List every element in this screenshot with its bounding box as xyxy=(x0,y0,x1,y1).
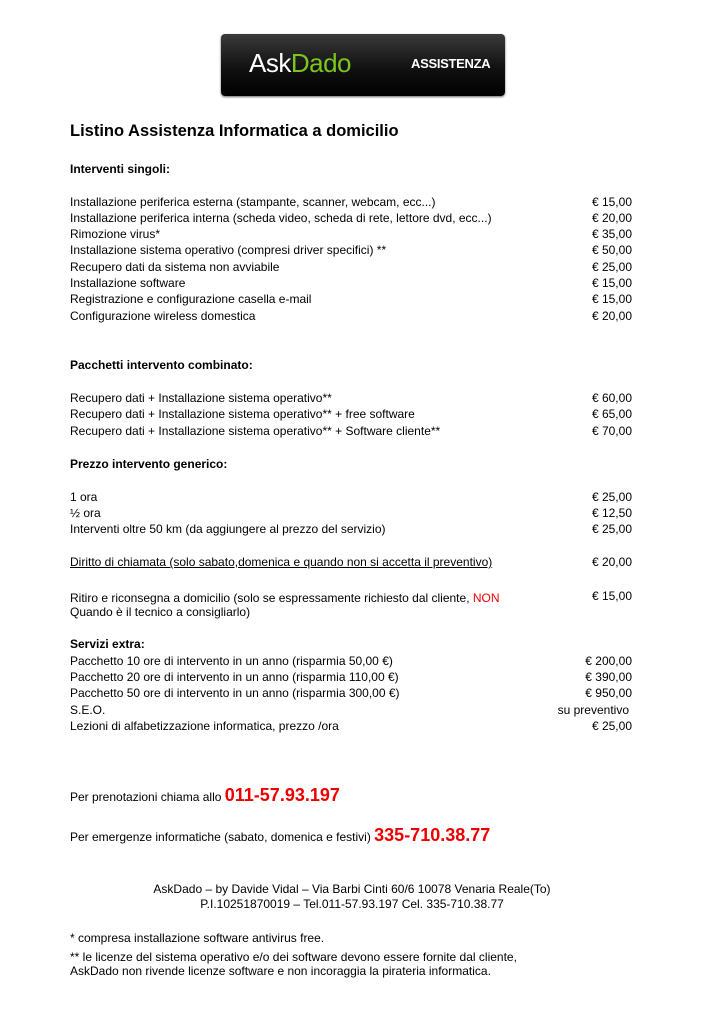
section-heading-pacchetti: Pacchetti intervento combinato: xyxy=(70,358,253,372)
price-row: Installazione software € 15,00 xyxy=(70,276,632,290)
emergency-line: Per emergenze informatiche (sabato, domenica e festivi) 335-710.38.77 xyxy=(70,825,491,845)
price-row: Pacchetto 20 ore di intervento in un anno (risparmia 110,00 €) € 390,00 xyxy=(70,670,632,684)
price-row-ritiro: Ritiro e riconsegna a domicilio (solo se espressamente richiesto dal cliente, NON Quando è il tecnico a consigliarlo) € 15,00 xyxy=(70,589,632,619)
price-row: Recupero dati + Installazione sistema operativo** € 60,00 xyxy=(70,391,632,405)
price-row: Pacchetto 10 ore di intervento in un anno (risparmia 50,00 €) € 200,00 xyxy=(70,654,632,668)
price-row: Recupero dati + Installazione sistema operativo** + free software € 65,00 xyxy=(70,407,632,421)
askdado-logo xyxy=(221,34,505,96)
price-row: Pacchetto 50 ore di intervento in un anno (risparmia 300,00 €) € 950,00 xyxy=(70,686,632,700)
price-row: ½ ora € 12,50 xyxy=(70,506,632,520)
section-heading-singoli: Interventi singoli: xyxy=(70,162,171,176)
price-row: 1 ora € 25,00 xyxy=(70,490,632,504)
section-heading-extra: Servizi extra: xyxy=(70,637,145,651)
price-row: S.E.O. su preventivo xyxy=(70,703,629,717)
price-row: Registrazione e configurazione casella e-mail € 15,00 xyxy=(70,292,632,306)
price-row: Configurazione wireless domestica € 20,00 xyxy=(70,309,632,323)
booking-line: Per prenotazioni chiama allo 011-57.93.197 xyxy=(70,785,340,805)
price-row: Installazione sistema operativo (compresi driver specifici) ** € 50,00 xyxy=(70,243,632,257)
footer-address: AskDado – by Davide Vidal – Via Barbi Cinti 60/6 10078 Venaria Reale(To) xyxy=(153,882,551,896)
price-row: Installazione periferica esterna (stampante, scanner, webcam, ecc...) € 15,00 xyxy=(70,195,632,209)
section-heading-generico: Prezzo intervento generico: xyxy=(70,457,228,471)
price-row: Recupero dati + Installazione sistema operativo** + Software cliente** € 70,00 xyxy=(70,424,632,438)
emergency-phone: 335-710.38.77 xyxy=(374,825,491,845)
note-licenze-1: ** le licenze del sistema operativo e/o dei software devono essere fornite dal cliente, xyxy=(70,950,517,964)
note-antivirus: * compresa installazione software antivirus free. xyxy=(70,931,325,945)
booking-phone: 011-57.93.197 xyxy=(224,785,340,805)
price-row: Recupero dati da sistema non avviabile € 25,00 xyxy=(70,260,632,274)
price-row: Interventi oltre 50 km (da aggiungere al prezzo del servizio) € 25,00 xyxy=(70,522,632,536)
footer-contacts: P.I.10251870019 – Tel.011-57.93.197 Cel. 335-710.38.77 xyxy=(200,897,504,911)
note-licenze-2: AskDado non rivende licenze software e non incoraggia la pirateria informatica. xyxy=(70,964,491,978)
non-highlight: NON xyxy=(472,591,500,605)
price-row: Rimozione virus* € 35,00 xyxy=(70,227,632,241)
page-title: Listino Assistenza Informatica a domicilio xyxy=(70,122,399,140)
logo-subtitle: ASSISTENZA xyxy=(411,56,491,71)
price-row-chiamata: Diritto di chiamata (solo sabato,domenica e quando non si accetta il preventivo) € 20,00 xyxy=(70,555,632,569)
price-row: Installazione periferica interna (scheda video, scheda di rete, lettore dvd, ecc...) € 20,00 xyxy=(70,211,632,225)
price-row: Lezioni di alfabetizzazione informatica, prezzo /ora € 25,00 xyxy=(70,719,632,733)
logo-wordmark: AskDado xyxy=(249,48,351,78)
